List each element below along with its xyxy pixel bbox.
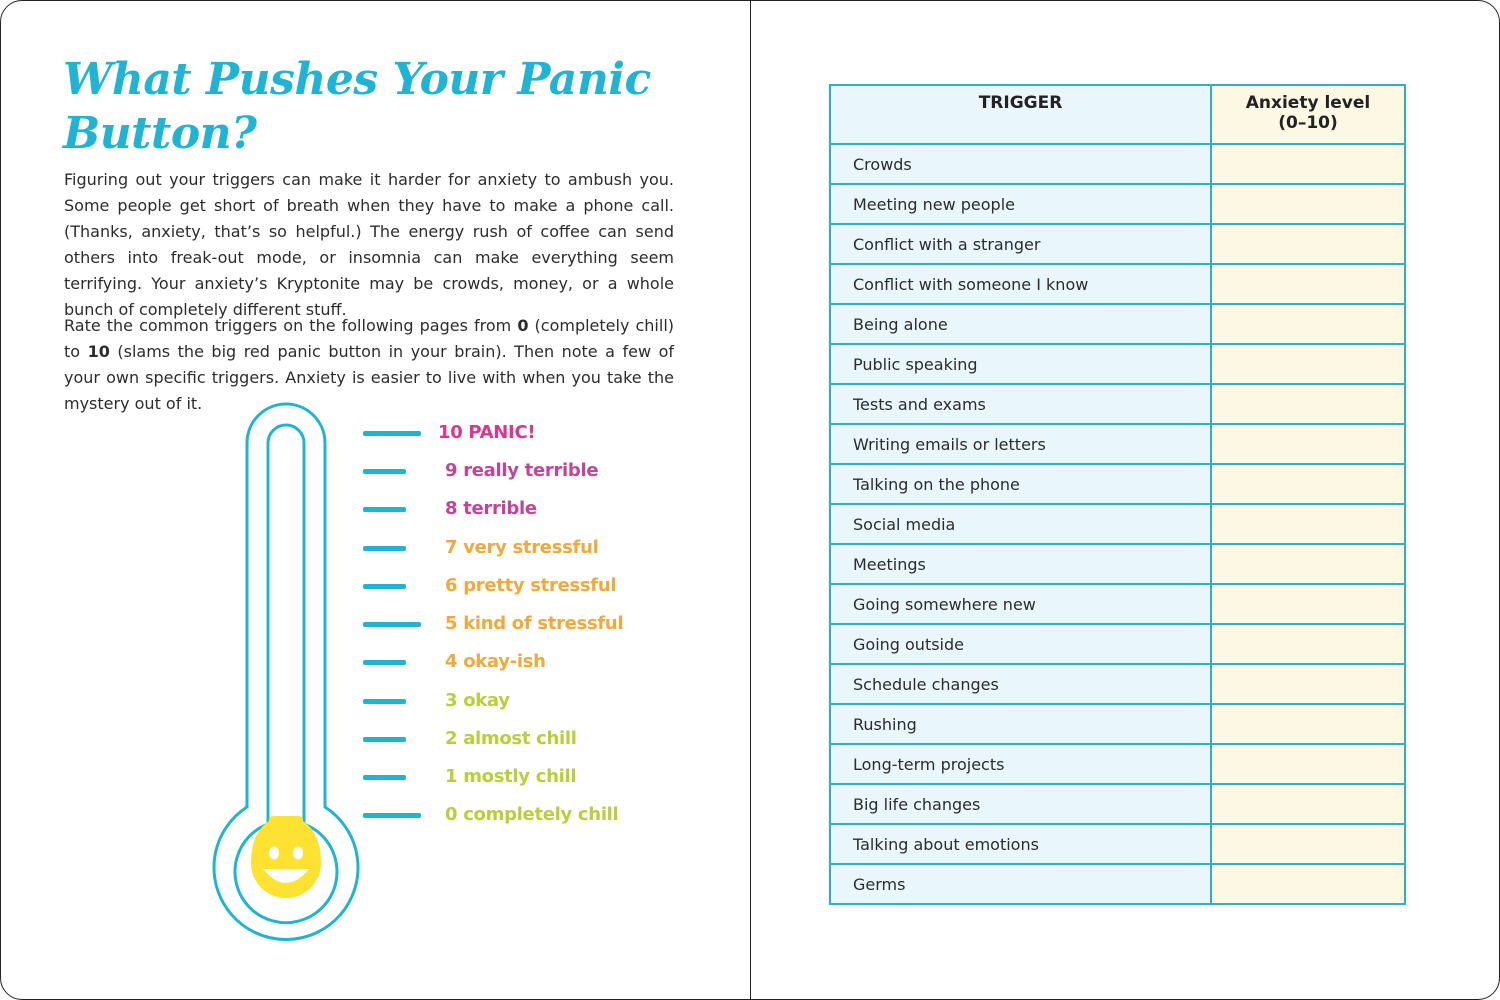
scale-level-9 (363, 458, 663, 484)
trigger-cell: Germs (830, 864, 1211, 904)
trigger-cell: Being alone (830, 304, 1211, 344)
scale-label: 1 mostly chill (445, 766, 577, 787)
intro-paragraph: Figuring out your triggers can make it harder for anxiety to ambush you. Some people get short of breath when they have to make a phone call. (Thanks, anxiety, that’s so helpful.) The energy rush of coffee can send others into freak-out mode, or insomnia can make everything seem terrifying. Your anxiety’s Kryptonite may be crowds, money, or a whole bunch of completely different stuff. (64, 170, 674, 319)
table-row (830, 824, 1405, 864)
page-gutter (750, 1, 751, 1000)
trigger-cell: Long-term projects (830, 744, 1211, 784)
scale-level-0 (363, 802, 663, 828)
table-row (830, 584, 1405, 624)
table-row (830, 144, 1405, 184)
instructions-text-3: (slams the big red panic button in your brain). Then note a few of your own specific triggers. Anxiety is easier to live with when you take the mystery out of it. (64, 342, 675, 413)
trigger-cell: Rushing (830, 704, 1211, 744)
anxiety-level-cell[interactable] (1211, 624, 1405, 664)
table-row (830, 384, 1405, 424)
header-anxiety-level-line2: (0–10) (1278, 113, 1338, 133)
scale-min-value: 0 (517, 316, 529, 335)
table-row (830, 704, 1405, 744)
scale-label: 8 terrible (445, 498, 537, 519)
scale-level-7 (363, 535, 663, 561)
anxiety-level-cell[interactable] (1211, 584, 1405, 624)
trigger-cell: Tests and exams (830, 384, 1211, 424)
table-row (830, 664, 1405, 704)
anxiety-level-cell[interactable] (1211, 544, 1405, 584)
scale-level-3 (363, 688, 663, 714)
trigger-table-body (830, 144, 1405, 904)
anxiety-level-cell[interactable] (1211, 504, 1405, 544)
instructions-text-1: Rate the common triggers on the following pages from (64, 316, 518, 335)
header-anxiety-level-line1: Anxiety level (1245, 93, 1371, 113)
anxiety-level-cell[interactable] (1211, 264, 1405, 304)
thermometer-bulb (251, 816, 321, 898)
scale-tick (363, 737, 406, 742)
anxiety-level-cell[interactable] (1211, 464, 1405, 504)
scale-level-5 (363, 611, 663, 637)
trigger-cell: Meetings (830, 544, 1211, 584)
page-title: What Pushes Your Panic Button? (63, 54, 651, 159)
anxiety-level-cell[interactable] (1211, 384, 1405, 424)
trigger-cell: Meeting new people (830, 184, 1211, 224)
header-anxiety-level (1211, 85, 1405, 144)
scale-tick (363, 660, 406, 665)
trigger-cell: Big life changes (830, 784, 1211, 824)
scale-tick (363, 507, 406, 512)
trigger-cell: Going somewhere new (830, 584, 1211, 624)
scale-tick (363, 622, 421, 627)
scale-level-2 (363, 726, 663, 752)
table-row (830, 224, 1405, 264)
anxiety-level-cell[interactable] (1211, 144, 1405, 184)
anxiety-level-cell[interactable] (1211, 664, 1405, 704)
scale-tick (363, 469, 406, 474)
anxiety-level-cell[interactable] (1211, 864, 1405, 904)
scale-level-6 (363, 573, 663, 599)
anxiety-level-cell[interactable] (1211, 744, 1405, 784)
table-header-row (830, 85, 1405, 144)
table-row (830, 424, 1405, 464)
scale-level-8 (363, 496, 663, 522)
anxiety-level-cell[interactable] (1211, 704, 1405, 744)
anxiety-level-cell[interactable] (1211, 784, 1405, 824)
anxiety-level-cell[interactable] (1211, 304, 1405, 344)
scale-label: 7 very stressful (445, 537, 599, 558)
table-row (830, 304, 1405, 344)
scale-tick (363, 431, 421, 436)
trigger-table (829, 84, 1406, 905)
table-row (830, 864, 1405, 904)
thermometer-illustration (201, 401, 371, 946)
anxiety-level-cell[interactable] (1211, 184, 1405, 224)
anxiety-level-cell[interactable] (1211, 824, 1405, 864)
scale-level-1 (363, 764, 663, 790)
trigger-cell: Going outside (830, 624, 1211, 664)
trigger-cell: Conflict with a stranger (830, 224, 1211, 264)
instructions-text-2: (completely chill) to (64, 316, 675, 361)
scale-level-4 (363, 649, 663, 675)
trigger-cell: Talking on the phone (830, 464, 1211, 504)
anxiety-level-cell[interactable] (1211, 344, 1405, 384)
trigger-cell: Public speaking (830, 344, 1211, 384)
scale-tick (363, 546, 406, 551)
trigger-cell: Talking about emotions (830, 824, 1211, 864)
scale-tick (363, 699, 406, 704)
scale-label: 9 really terrible (445, 460, 599, 481)
table-row (830, 504, 1405, 544)
trigger-cell: Crowds (830, 144, 1211, 184)
table-row (830, 544, 1405, 584)
table-row (830, 624, 1405, 664)
scale-tick (363, 584, 406, 589)
scale-label: 10 PANIC! (438, 422, 536, 443)
trigger-cell: Conflict with someone I know (830, 264, 1211, 304)
scale-label: 2 almost chill (445, 728, 577, 749)
scale-label: 0 completely chill (445, 804, 619, 825)
table-row (830, 344, 1405, 384)
table-row (830, 464, 1405, 504)
trigger-cell: Schedule changes (830, 664, 1211, 704)
table-row (830, 264, 1405, 304)
scale-label: 4 okay-ish (445, 651, 546, 672)
table-row (830, 744, 1405, 784)
scale-max-value: 10 (87, 342, 110, 361)
scale-label: 6 pretty stressful (445, 575, 617, 596)
scale-label: 3 okay (445, 690, 510, 711)
table-row (830, 184, 1405, 224)
anxiety-level-cell[interactable] (1211, 424, 1405, 464)
scale-label: 5 kind of stressful (445, 613, 624, 634)
scale-level-10 (363, 420, 663, 446)
scale-tick (363, 775, 406, 780)
table-row (830, 784, 1405, 824)
trigger-cell: Social media (830, 504, 1211, 544)
scale-tick (363, 813, 421, 818)
anxiety-level-cell[interactable] (1211, 224, 1405, 264)
trigger-cell: Writing emails or letters (830, 424, 1211, 464)
header-trigger: TRIGGER (830, 85, 1211, 144)
